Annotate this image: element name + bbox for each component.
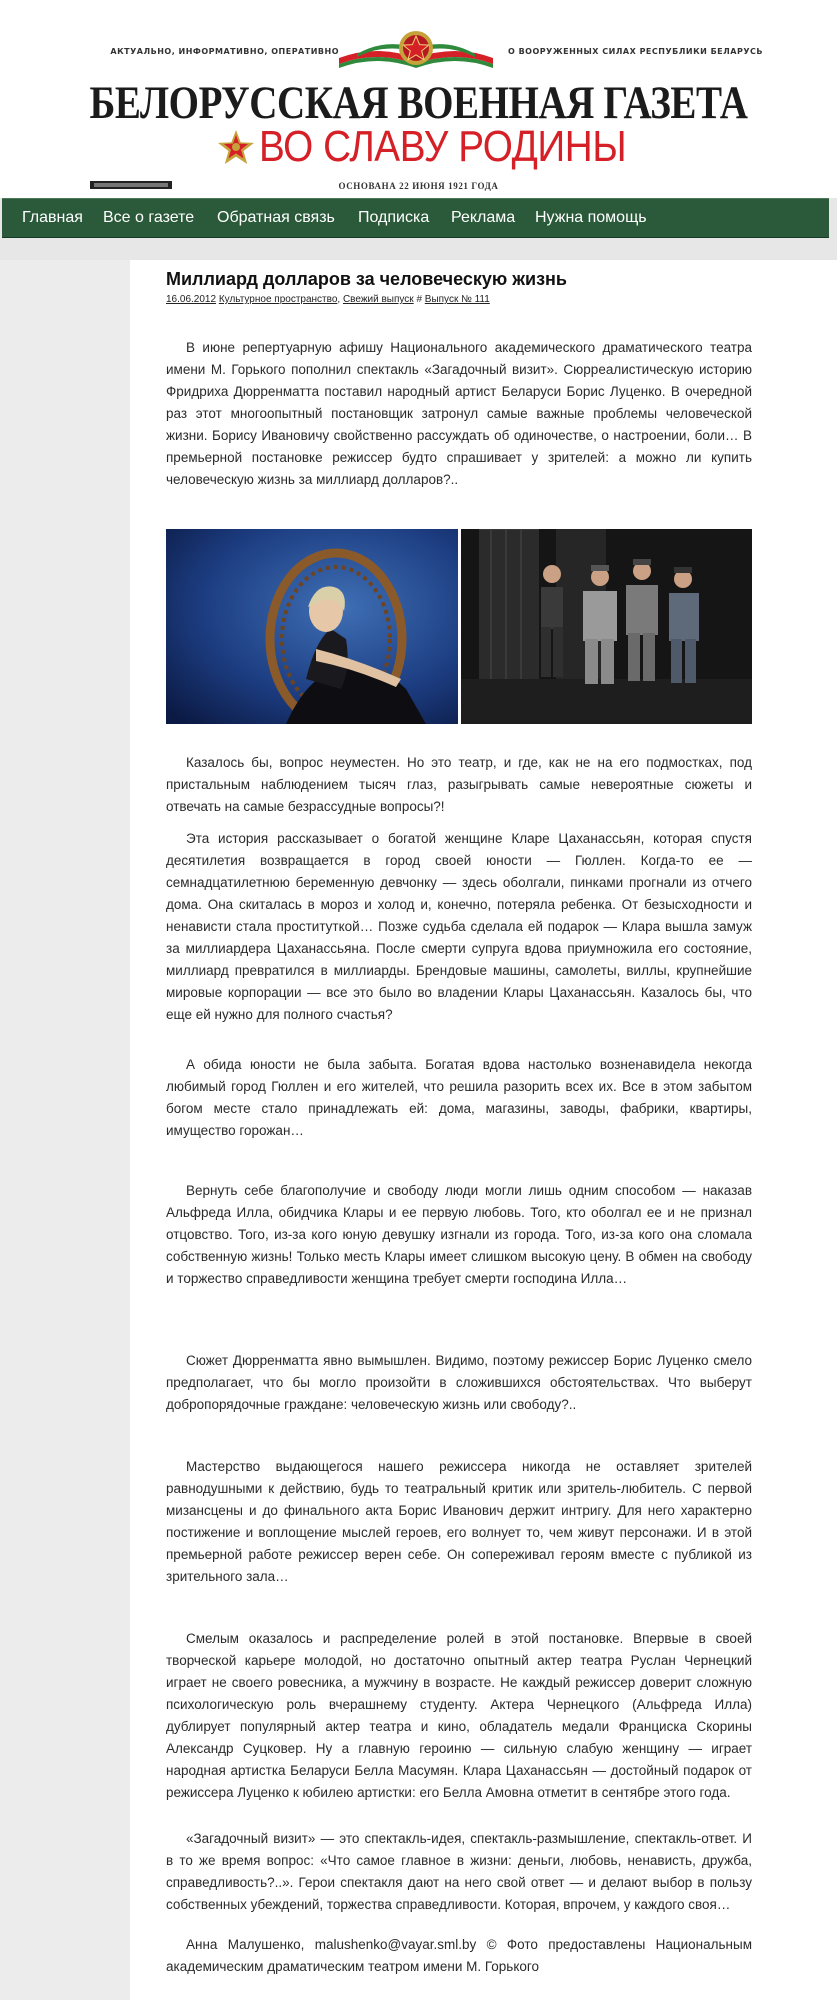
article-paragraph: «Загадочный визит» — это спектакль-идея, спектакль-размышление, спектакль-ответ. И в то же время вопрос: «Что самое главное в жизни: деньги, любовь, ненависть, дружба, справедливость?..». Герои спектакля дают на него свой ответ — и делают выбор в пользу собственных убеждений, торжества справедливости. Которая, впрочем, у каждого своя… — [166, 1831, 752, 1912]
tag-separator: # — [416, 294, 422, 305]
article-paragraph: А обида юности не была забыта. Богатая вдова настолько возненавидела некогда любимый город Гюллен и его жителей, что решила разорить всех их. Все в этом забытом богом месте стало принадлежать ей: дома, магазины, заводы, фабрики, квартиры, имущество горожан… — [166, 1057, 752, 1138]
ribbon-star-emblem-icon — [337, 28, 495, 72]
nav-item-advertising[interactable]: Реклама — [451, 209, 516, 226]
nav-item-help[interactable]: Нужна помощь — [535, 209, 647, 226]
article-paragraph: В июне репертуарную афишу Национального академического драматического театра имени М. Горького пополнил спектакль «Загадочный визит». Сюрреалистическую историю Фридриха Дюрренматта поставил народный артист Беларуси Борис Луценко. В очередной раз этот многоопытный постановщик затронул самые важные проблемы человеческой жизни. Борису Ивановичу свойственно рассуждать об одиночестве, о настроении, боли… В премьерной постановке режиссер будто спрашивает у зрителей: а можно ли купить человеческую жизнь за миллиард долларов?.. — [166, 340, 752, 487]
nav-item-feedback[interactable]: Обратная связь — [217, 209, 335, 226]
article-paragraph: Казалось бы, вопрос неуместен. Но это театр, и где, как не на его подмостках, под пристальным наблюдением тысяч глаз, разыгрывать самые невероятные сюжеты и отвечать на самые безрассудные вопросы?! — [166, 755, 752, 814]
article-paragraph: Смелым оказалось и распределение ролей в этой постановке. Впервые в своей творческой карьере молодой, но достаточно опытный актер театра Руслан Чернецкий играет не своего ровесника, а мужчину в возрасте. Не каждый режиссер доверит сложную психологическую роль вчерашнему студенту. Актера Чернецкого (Альфреда Илла) дублирует популярный актер театра и кино, обладатель медали Франциска Скорины Александр Суцковер. Ну а главную героиню — сильную слабую женщину — играет народная артистка Беларуси Белла Масумян. Клара Цаханассьян — достойный подарок от режиссера Луценко к юбилею артистки: его Белла Амовна отметит в сентябре этого года. — [166, 1631, 752, 1800]
site-subtitle: ВО СЛАВУ РОДИНЫ — [259, 122, 627, 171]
nav-item-about[interactable]: Все о газете — [103, 209, 195, 226]
article-photo-actress[interactable] — [166, 529, 458, 724]
site-title: БЕЛОРУССКАЯ ВОЕННАЯ ГАЗЕТА — [89, 77, 748, 129]
main-nav — [2, 198, 829, 238]
article-date-link[interactable]: 16.06.2012 — [166, 294, 217, 305]
nav-item-home[interactable]: Главная — [22, 209, 83, 226]
star-medal-icon — [217, 129, 255, 167]
category-link-culture[interactable]: Культурное пространство — [218, 294, 338, 305]
stage-photo-image — [461, 529, 752, 724]
article-title: Миллиард долларов за человеческую жизнь — [166, 269, 567, 289]
category-link-fresh-issue[interactable]: Свежий выпуск — [342, 294, 414, 305]
article-credits: Анна Малушенко, malushenko@vayar.sml.by © Фото предоставлены Национальным академическим драматическим театром имени М. Горького — [166, 1937, 752, 1974]
article-photo-stage[interactable] — [461, 529, 752, 724]
header-tagline-right: О ВООРУЖЕННЫХ СИЛАХ РЕСПУБЛИКИ БЕЛАРУСЬ — [508, 47, 763, 56]
article-paragraph: Сюжет Дюрренматта явно вымышлен. Видимо, поэтому режиссер Борис Луценко смело предполагает, что бы могло произойти в сложившихся обстоятельствах. Что выберут добропорядочные граждане: человеческую жизнь или свободу?.. — [166, 1353, 752, 1412]
article-paragraph: Мастерство выдающегося нашего режиссера никогда не оставляет зрителей равнодушными к действию, будь то театральный критик или зритель-любитель. С первой мизансцены и до финального акта Борис Иванович держит интригу. Для него характерно постижение и воплощение мыслей героев, его волнует то, чем живут персонажи. И в этой премьерной работе режиссер верен себе. Он сопереживал героям вместе с публикой из зрительного зала… — [166, 1459, 752, 1584]
article-meta: 16.06.2012 Культурное пространство, Свежий выпуск # Выпуск № 111 — [166, 294, 490, 305]
site-header — [0, 0, 837, 198]
actress-photo-image — [166, 529, 458, 724]
founded-date: ОСНОВАНА 22 ИЮНЯ 1921 ГОДА — [338, 181, 499, 191]
article-paragraph: Эта история рассказывает о богатой женщине Кларе Цаханассьян, которая спустя десятилетия возвращается в город своей юности — Гюллен. Когда-то ее — семнадцатилетнюю беременную девчонку — здесь оболгали, пинками прогнали из отчего дома. Она скиталась в мороз и холод и, конечно, потеряла ребенка. От безысходности и ненависти стала проституткой… Позже судьба сделала ей подарок — Клара вышла замуж за миллиардера Цаханассьяна. После смерти супруга вдова приумножила его состояние, миллиард превратился в миллиарды. Брендовые машины, самолеты, виллы, крупнейшие мировые корпорации — все это было во владении Клары Цаханассьян. Казалось бы, что еще ей нужно для полного счастья? — [166, 831, 752, 1022]
nav-item-subscription[interactable]: Подписка — [358, 209, 430, 226]
left-sidebar — [0, 260, 130, 2000]
issue-link[interactable]: Выпуск № 111 — [424, 294, 490, 305]
article-paragraph: Вернуть себе благополучие и свободу люди могли лишь одним способом — наказав Альфреда Илла, обидчика Клары и ее первую любовь. Того, кто оболгал ее и не признал отцовство. Того, из-за кого юную девушку изгнали из города. Того, из-за кого она сломала собственную жизнь! Только месть Клары имеет слишком высокую цену. В обмен на свободу и торжество справедливости женщина требует смерти господина Илла… — [166, 1183, 752, 1286]
header-tagline-left: АКТУАЛЬНО, ИНФОРМАТИВНО, ОПЕРАТИВНО — [110, 47, 339, 56]
